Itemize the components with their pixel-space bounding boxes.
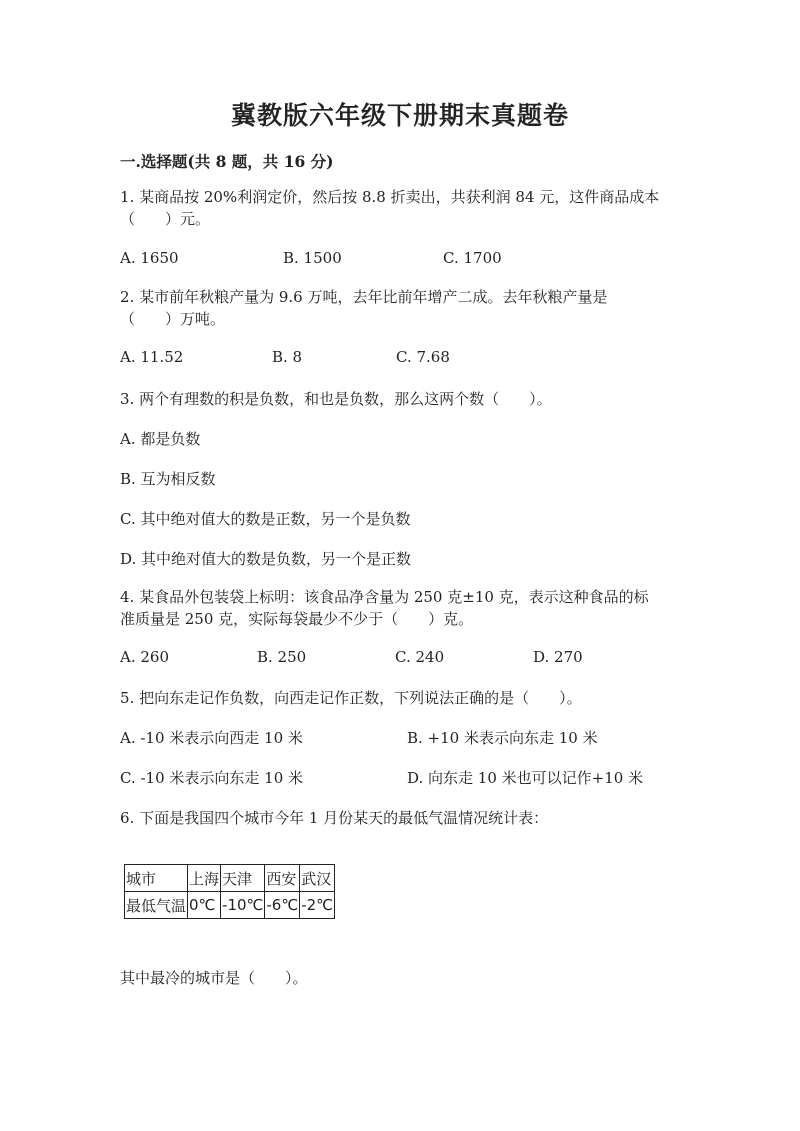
question-6-line-1: 6. 下面是我国四个城市今年 1 月份某天的最低气温情况统计表： xyxy=(120,809,549,827)
table-cell: 城市 xyxy=(125,865,188,892)
question-5-option-c: C. -10 米表示向东走 10 米 xyxy=(120,769,304,787)
question-1-option-c: C. 1700 xyxy=(443,249,502,267)
temperature-table xyxy=(124,864,335,919)
table-cell: 最低气温 xyxy=(125,892,188,919)
table-row xyxy=(125,865,335,892)
table-cell: 上海 xyxy=(188,865,221,892)
question-2-option-a: A. 11.52 xyxy=(120,348,184,366)
question-4-option-c: C. 240 xyxy=(395,648,445,666)
question-3-line-1: 3. 两个有理数的积是负数，和也是负数，那么这两个数（ ）。 xyxy=(120,390,552,408)
question-3-option-c: C. 其中绝对值大的数是正数，另一个是负数 xyxy=(120,510,411,528)
question-1-option-a: A. 1650 xyxy=(120,249,179,267)
table-cell: 0℃ xyxy=(188,892,221,919)
question-5-line-1: 5. 把向东走记作负数，向西走记作正数，下列说法正确的是（ ）。 xyxy=(120,689,582,707)
question-3-option-b: B. 互为相反数 xyxy=(120,470,216,488)
question-3-option-d: D. 其中绝对值大的数是负数，另一个是正数 xyxy=(120,550,412,568)
table-cell: -10℃ xyxy=(221,892,265,919)
table-cell: 西安 xyxy=(265,865,300,892)
question-4-option-a: A. 260 xyxy=(120,648,169,666)
question-2-option-b: B. 8 xyxy=(272,348,303,366)
page-title: 冀教版六年级下册期末真题卷 xyxy=(230,101,569,130)
question-2-option-c: C. 7.68 xyxy=(396,348,450,366)
question-4-line-2: 准质量是 250 克，实际每袋最少不少于（ ）克。 xyxy=(120,610,474,628)
question-4-line-1: 4. 某食品外包装袋上标明：该食品净含量为 250 克±10 克，表示这种食品的标 xyxy=(120,588,649,606)
question-1-option-b: B. 1500 xyxy=(283,249,342,267)
table-cell: 武汉 xyxy=(300,865,335,892)
question-4-option-b: B. 250 xyxy=(257,648,307,666)
table-cell: -6℃ xyxy=(265,892,300,919)
question-5-option-a: A. -10 米表示向西走 10 米 xyxy=(120,729,303,747)
section-heading: 一.选择题(共 8 题，共 16 分) xyxy=(120,152,334,171)
question-5-option-b: B. +10 米表示向东走 10 米 xyxy=(407,729,598,747)
question-2-line-1: 2. 某市前年秋粮产量为 9.6 万吨，去年比前年增产二成。去年秋粮产量是 xyxy=(120,288,608,306)
table-row xyxy=(125,892,335,919)
question-5-option-d: D. 向东走 10 米也可以记作+10 米 xyxy=(407,769,644,787)
question-1-line-1: 1. 某商品按 20%利润定价，然后按 8.8 折卖出，共获利润 84 元，这件商品成本 xyxy=(120,188,660,206)
question-2-line-2: （ ）万吨。 xyxy=(120,310,226,328)
question-1-line-2: （ ）元。 xyxy=(120,210,211,228)
table-cell: 天津 xyxy=(221,865,265,892)
question-4-option-d: D. 270 xyxy=(533,648,583,666)
question-6-after-table: 其中最冷的城市是（ ）。 xyxy=(120,969,308,987)
question-3-option-a: A. 都是负数 xyxy=(120,430,201,448)
table-cell: -2℃ xyxy=(300,892,335,919)
